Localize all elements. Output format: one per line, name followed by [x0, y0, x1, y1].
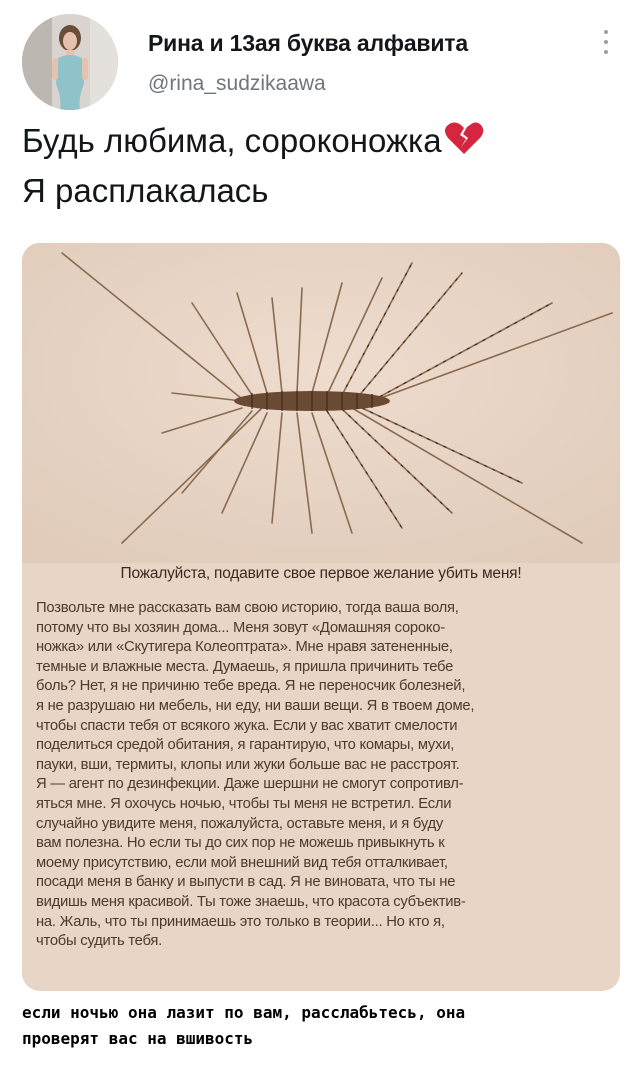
tweet-media-image[interactable]: [22, 243, 620, 991]
meme-caption: [22, 1000, 622, 1052]
meme-caption-line: если ночью она лазит по вам, расслабьтесь, она: [22, 1003, 466, 1022]
body-line: поделиться средой обитания, я гарантирую, что комары, мухи,: [36, 737, 455, 754]
body-line: чтобы судить тебя.: [36, 933, 163, 950]
centipede-photo: [22, 243, 620, 563]
media-caption: Пожалуйста, подавите свое первое желание убить меня!: [120, 565, 522, 582]
tweet-text: [22, 118, 622, 214]
body-line: ножка» или «Скутигера Колеоптрата». Мне нравя затененные,: [36, 639, 453, 656]
avatar[interactable]: [22, 14, 118, 110]
body-line: Позвольте мне рассказать вам свою историю, тогда ваша воля,: [36, 600, 459, 616]
body-line: видишь меня красивой. Ты тоже знаешь, что красота субъектив-: [36, 893, 466, 910]
body-line: потому что вы хозяин дома... Меня зовут «Домашняя сороко-: [36, 619, 445, 636]
body-line: вам полезна. Но если ты до сих пор не можешь привыкнуть к: [36, 835, 445, 852]
body-line: пауки, вши, термиты, клопы или жуки больше вас не расстроят.: [36, 756, 460, 773]
body-line: боль? Нет, я не причиню тебе вреда. Я не переносчик болезней,: [36, 678, 466, 695]
tweet-text-line: Будь любима, сороконожка: [22, 118, 622, 168]
body-line: чтобы спасти тебя от всякого жука. Если у вас хватит смелости: [36, 717, 458, 734]
body-line: я не разрушаю ни мебель, ни еду, ни ваши вещи. Я в твоем доме,: [36, 697, 475, 714]
avatar-photo: [22, 14, 118, 110]
body-line: темные и влажные места. Думаешь, я пришла причинить тебе: [36, 658, 454, 675]
body-line: Я — агент по дезинфекции. Даже шершни не смогут сопротивл-: [36, 776, 464, 793]
broken-heart-icon: [444, 120, 484, 168]
user-handle[interactable]: @rina_sudzikaawa: [148, 72, 326, 95]
display-name[interactable]: Рина и 13ая буква алфавита: [148, 30, 468, 56]
body-line: посади меня в банку и выпусти в сад. Я не виновата, что ты не: [36, 874, 456, 891]
body-line: случайно увидите меня, пожалуйста, оставьте меня, и я буду: [36, 815, 444, 832]
body-line: яться мне. Я охочусь ночью, чтобы ты меня не встретил. Если: [36, 795, 452, 812]
body-line: на. Жаль, что ты принимаешь это только в теории... Но кто я,: [36, 913, 445, 930]
media-body-text: [36, 599, 610, 952]
tweet-text-line: Я расплакалась: [22, 172, 269, 209]
body-line: моему присутствию, если мой внешний вид тебя отталкивает,: [36, 854, 448, 871]
more-options-icon[interactable]: [596, 30, 616, 54]
meme-caption-line: проверят вас на вшивость: [22, 1029, 254, 1048]
